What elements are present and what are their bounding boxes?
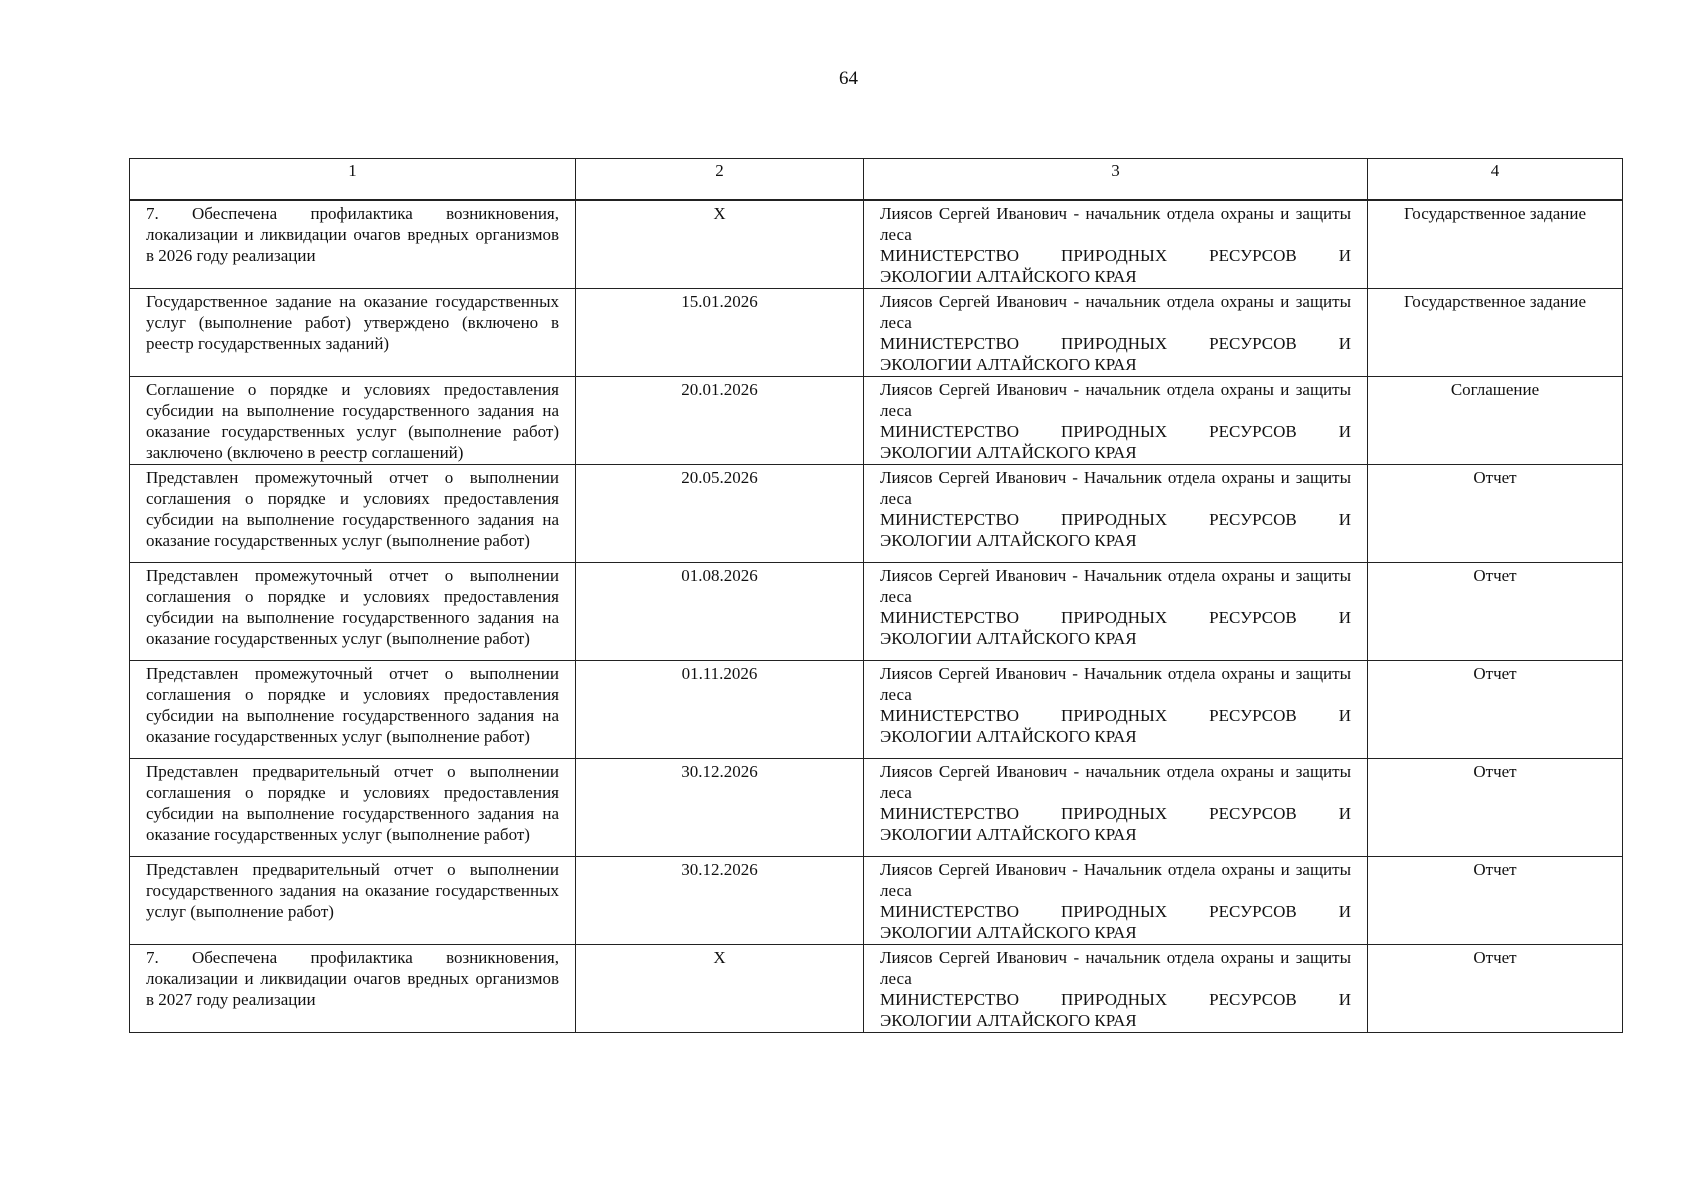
responsible-org-word: МИНИСТЕРСТВО [880, 608, 1020, 627]
table-row [130, 289, 1623, 377]
event-cell: Представлен промежуточный отчет о выполнении соглашения о порядке и условиях предоставления субсидии на выполнение государственного задания на оказание государственных услуг (выполнение работ) [130, 465, 576, 563]
responsible-org-line1 [880, 803, 1351, 824]
responsible-org-word: РЕСУРСОВ [1209, 510, 1297, 529]
responsible-org-word: ПРИРОДНЫХ [1061, 608, 1168, 627]
table-row [130, 465, 1623, 563]
responsible-org-word: МИНИСТЕРСТВО [880, 902, 1020, 921]
responsible-org-word: И [1338, 804, 1351, 823]
document-type-cell: Отчет [1368, 563, 1623, 661]
table-row [130, 857, 1623, 945]
table-row [130, 563, 1623, 661]
responsible-org-line2: ЭКОЛОГИИ АЛТАЙСКОГО КРАЯ [880, 923, 1137, 942]
responsible-cell [864, 857, 1368, 945]
responsible-org-word: ПРИРОДНЫХ [1061, 246, 1168, 265]
responsible-org-word: ПРИРОДНЫХ [1061, 990, 1168, 1009]
responsible-org-word: И [1338, 246, 1351, 265]
responsible-org-word: РЕСУРСОВ [1209, 804, 1297, 823]
responsible-org-word: ПРИРОДНЫХ [1061, 902, 1168, 921]
event-cell: 7. Обеспечена профилактика возникновения, локализации и ликвидации очагов вредных организмов в 2027 году реализации [130, 945, 576, 1033]
responsible-org-line1 [880, 989, 1351, 1010]
date-cell: 01.11.2026 [576, 661, 864, 759]
responsible-org-line1 [880, 509, 1351, 530]
document-type-cell: Государственное задание [1368, 200, 1623, 289]
responsible-org-word: МИНИСТЕРСТВО [880, 990, 1020, 1009]
document-type-cell: Отчет [1368, 945, 1623, 1033]
event-cell: 7. Обеспечена профилактика возникновения, локализации и ликвидации очагов вредных организмов в 2026 году реализации [130, 200, 576, 289]
date-cell: 20.01.2026 [576, 377, 864, 465]
document-type-cell: Отчет [1368, 661, 1623, 759]
responsible-org-line2: ЭКОЛОГИИ АЛТАЙСКОГО КРАЯ [880, 531, 1137, 550]
document-type-cell: Соглашение [1368, 377, 1623, 465]
responsible-org-word: И [1338, 422, 1351, 441]
responsible-person: Лиясов Сергей Иванович - начальник отдела охраны и защиты леса [880, 292, 1351, 332]
table-row [130, 377, 1623, 465]
event-cell: Представлен предварительный отчет о выполнении соглашения о порядке и условиях предоставления субсидии на выполнение государственного задания на оказание государственных услуг (выполнение работ) [130, 759, 576, 857]
responsible-org-word: ПРИРОДНЫХ [1061, 334, 1168, 353]
responsible-org-word: И [1338, 990, 1351, 1009]
responsible-org-line1 [880, 245, 1351, 266]
responsible-org-word: МИНИСТЕРСТВО [880, 510, 1020, 529]
responsible-org-word: МИНИСТЕРСТВО [880, 246, 1020, 265]
responsible-person: Лиясов Сергей Иванович - Начальник отдела охраны и защиты леса [880, 566, 1351, 606]
responsible-org-word: И [1338, 706, 1351, 725]
responsible-org-word: И [1338, 510, 1351, 529]
event-cell: Представлен промежуточный отчет о выполнении соглашения о порядке и условиях предоставления субсидии на выполнение государственного задания на оказание государственных услуг (выполнение работ) [130, 661, 576, 759]
responsible-person: Лиясов Сергей Иванович - начальник отдела охраны и защиты леса [880, 948, 1351, 988]
document-type-cell: Отчет [1368, 857, 1623, 945]
responsible-org-line2: ЭКОЛОГИИ АЛТАЙСКОГО КРАЯ [880, 443, 1137, 462]
responsible-org-line2: ЭКОЛОГИИ АЛТАЙСКОГО КРАЯ [880, 1011, 1137, 1030]
responsible-cell [864, 563, 1368, 661]
document-type-cell: Отчет [1368, 759, 1623, 857]
responsible-org-word: И [1338, 608, 1351, 627]
responsible-org-line1 [880, 705, 1351, 726]
responsible-cell [864, 465, 1368, 563]
event-cell: Государственное задание на оказание государственных услуг (выполнение работ) утверждено (включено в реестр государственных заданий) [130, 289, 576, 377]
responsible-org-line1 [880, 333, 1351, 354]
responsible-org-word: РЕСУРСОВ [1209, 422, 1297, 441]
responsible-org-word: И [1338, 334, 1351, 353]
event-cell: Соглашение о порядке и условиях предоставления субсидии на выполнение государственного задания на оказание государственных услуг (выполнение работ) заключено (включено в реестр соглашений) [130, 377, 576, 465]
date-cell: 30.12.2026 [576, 857, 864, 945]
date-cell: X [576, 200, 864, 289]
responsible-cell [864, 377, 1368, 465]
responsible-org-line2: ЭКОЛОГИИ АЛТАЙСКОГО КРАЯ [880, 629, 1137, 648]
responsible-person: Лиясов Сергей Иванович - начальник отдела охраны и защиты леса [880, 762, 1351, 802]
event-cell: Представлен промежуточный отчет о выполнении соглашения о порядке и условиях предоставления субсидии на выполнение государственного задания на оказание государственных услуг (выполнение работ) [130, 563, 576, 661]
responsible-cell [864, 759, 1368, 857]
header-cell-2: 2 [576, 159, 864, 201]
responsible-org-word: РЕСУРСОВ [1209, 608, 1297, 627]
document-type-cell: Государственное задание [1368, 289, 1623, 377]
responsible-org-line2: ЭКОЛОГИИ АЛТАЙСКОГО КРАЯ [880, 825, 1137, 844]
responsible-org-word: ПРИРОДНЫХ [1061, 804, 1168, 823]
date-cell: 15.01.2026 [576, 289, 864, 377]
plan-table-body [130, 159, 1623, 1033]
header-cell-1: 1 [130, 159, 576, 201]
page-number: 64 [839, 68, 858, 89]
date-cell: 01.08.2026 [576, 563, 864, 661]
responsible-org-line2: ЭКОЛОГИИ АЛТАЙСКОГО КРАЯ [880, 355, 1137, 374]
responsible-org-word: ПРИРОДНЫХ [1061, 706, 1168, 725]
responsible-org-word: РЕСУРСОВ [1209, 990, 1297, 1009]
responsible-org-line1 [880, 901, 1351, 922]
responsible-person: Лиясов Сергей Иванович - начальник отдела охраны и защиты леса [880, 204, 1351, 244]
plan-table [129, 158, 1623, 1033]
document-type-cell: Отчет [1368, 465, 1623, 563]
date-cell: X [576, 945, 864, 1033]
responsible-cell [864, 661, 1368, 759]
responsible-org-word: РЕСУРСОВ [1209, 706, 1297, 725]
table-row [130, 945, 1623, 1033]
responsible-cell [864, 200, 1368, 289]
responsible-person: Лиясов Сергей Иванович - Начальник отдела охраны и защиты леса [880, 468, 1351, 508]
responsible-cell [864, 289, 1368, 377]
responsible-org-line2: ЭКОЛОГИИ АЛТАЙСКОГО КРАЯ [880, 727, 1137, 746]
responsible-person: Лиясов Сергей Иванович - Начальник отдела охраны и защиты леса [880, 664, 1351, 704]
responsible-org-word: РЕСУРСОВ [1209, 902, 1297, 921]
header-cell-3: 3 [864, 159, 1368, 201]
responsible-org-word: ПРИРОДНЫХ [1061, 422, 1168, 441]
responsible-org-line2: ЭКОЛОГИИ АЛТАЙСКОГО КРАЯ [880, 267, 1137, 286]
responsible-org-word: МИНИСТЕРСТВО [880, 706, 1020, 725]
responsible-org-word: И [1338, 902, 1351, 921]
responsible-org-word: ПРИРОДНЫХ [1061, 510, 1168, 529]
date-cell: 20.05.2026 [576, 465, 864, 563]
responsible-org-word: МИНИСТЕРСТВО [880, 334, 1020, 353]
responsible-org-word: РЕСУРСОВ [1209, 334, 1297, 353]
responsible-cell [864, 945, 1368, 1033]
responsible-person: Лиясов Сергей Иванович - начальник отдела охраны и защиты леса [880, 380, 1351, 420]
responsible-org-word: РЕСУРСОВ [1209, 246, 1297, 265]
table-row [130, 759, 1623, 857]
responsible-org-line1 [880, 607, 1351, 628]
header-cell-4: 4 [1368, 159, 1623, 201]
responsible-org-word: МИНИСТЕРСТВО [880, 804, 1020, 823]
responsible-person: Лиясов Сергей Иванович - Начальник отдела охраны и защиты леса [880, 860, 1351, 900]
table-row [130, 200, 1623, 289]
responsible-org-line1 [880, 421, 1351, 442]
table-row [130, 661, 1623, 759]
date-cell: 30.12.2026 [576, 759, 864, 857]
header-row [130, 159, 1623, 201]
responsible-org-word: МИНИСТЕРСТВО [880, 422, 1020, 441]
event-cell: Представлен предварительный отчет о выполнении государственного задания на оказание государственных услуг (выполнение работ) [130, 857, 576, 945]
